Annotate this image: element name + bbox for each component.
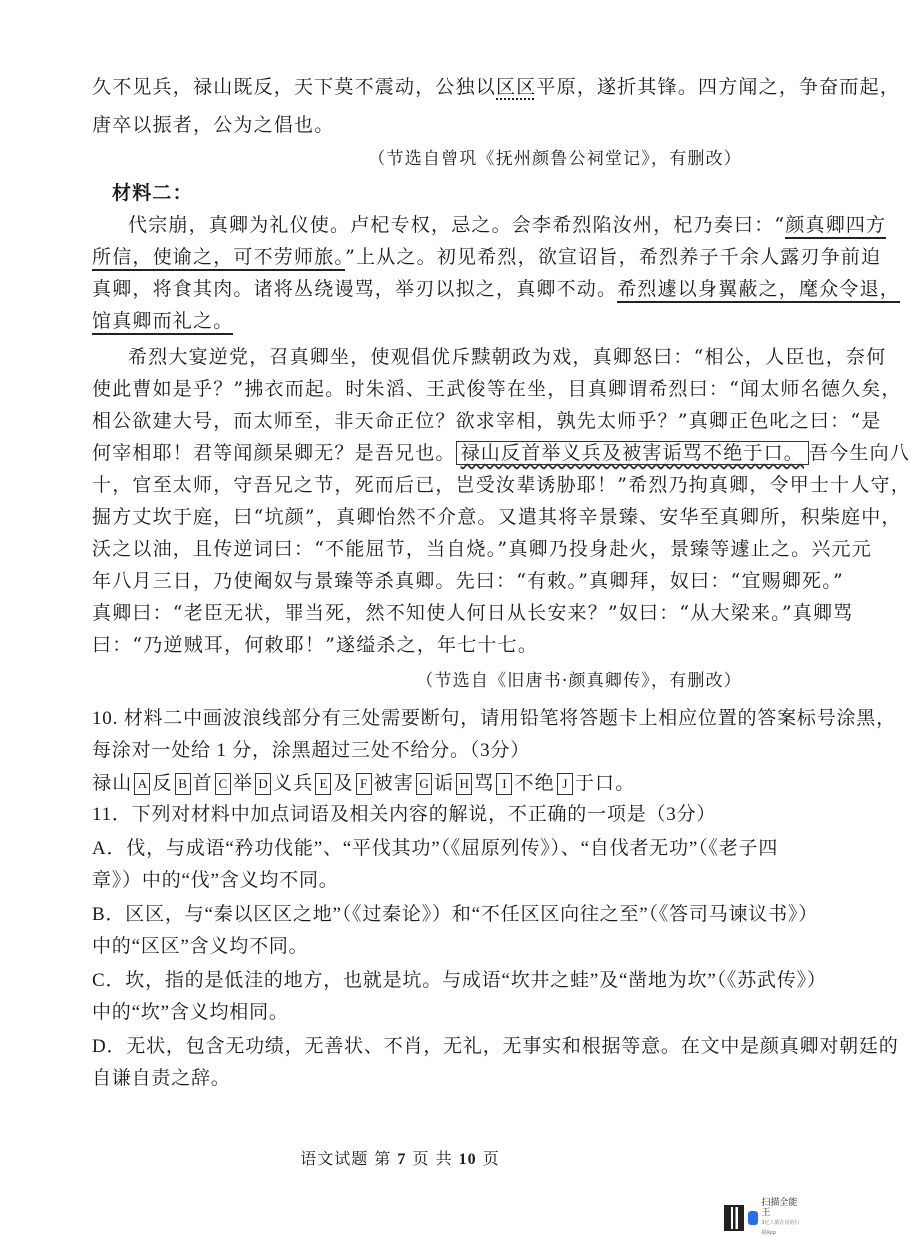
option-box-e[interactable]: E	[315, 773, 331, 795]
q11-option-b-line-2: 中的“区区”含义均不同。	[92, 936, 309, 957]
material1-line-1: 久不见兵，禄山既反，天下莫不震动，公独以区区平原，遂折其锋。四方闻之，争奋而起，	[92, 76, 901, 98]
material2-p2-line-2: 使此曹如是乎？”拂衣而起。时朱滔、王武俊等在坐，目真卿谓希烈曰：“闻太师名德久矣，	[92, 378, 902, 400]
option-box-a[interactable]: A	[134, 773, 150, 795]
material2-p2-line-6: 掘方丈坎于庭，曰“坑颜”，真卿怡然不介意。又遣其将辛景臻、安华至真卿所，积柴庭中，	[92, 506, 902, 528]
material2-p2-line-1: 希烈大宴逆党，召真卿坐，使观倡优斥黩朝政为戏，真卿怒曰：“相公，人臣也，奈何	[128, 346, 887, 368]
option-box-g[interactable]: G	[416, 773, 432, 795]
material2-p2-line-9: 真卿曰：“老臣无状，罪当死，然不知使人何日从长安来？”奴曰：“从大梁来。”真卿骂	[92, 602, 854, 624]
material2-p2-line-5: 十，官至太师，守吾兄之节，死而后已，岂受汝辈诱胁耶！”希烈乃拘真卿，令甲士十人守，	[92, 474, 911, 496]
material2-p2-line-7: 沃之以油，且传逆词曰：“不能屈节，当自烧。”真卿乃投身赴火，景臻等遽止之。兴元元	[92, 538, 872, 560]
option-box-i[interactable]: I	[496, 773, 512, 795]
q11-option-a-line-2: 章》）中的“伐”含义均不同。	[92, 870, 339, 891]
option-box-d[interactable]: D	[255, 773, 271, 795]
option-box-b[interactable]: B	[175, 773, 191, 795]
watermark-subtitle: 3亿人都在用的扫描App	[761, 1220, 800, 1236]
material2-p2-line-3: 相公欲建大号，而太师至，非天命正位？欲求宰相，孰先太师乎？”真卿正色叱之曰：“是	[92, 410, 882, 432]
q11-option-b-line-1: B．区区，与“秦以区区之地”（《过秦论》）和“不任区区向往之至”（《答司马谏议书》）	[92, 904, 819, 925]
option-box-j[interactable]: J	[557, 773, 573, 795]
q10-stem-line-1: 10. 材料二中画波浪线部分有三处需要断句，请用铅笔将答题卡上相应位置的答案标号涂黑，	[92, 708, 896, 729]
current-page-number: 7	[397, 1151, 407, 1168]
material1-source: （节选自曾巩《抚州颜鲁公祠堂记》，有删改）	[368, 149, 742, 169]
watermark-title: 扫描全能王	[761, 1198, 798, 1218]
q11-stem: 11．下列对材料中加点词语及相关内容的解说，不正确的一项是（3分）	[92, 804, 717, 825]
material2-p2-line-8: 年八月三日，乃使阉奴与景臻等杀真卿。先曰：“有敕。”真卿拜，奴曰：“宜赐卿死。”	[92, 570, 844, 592]
option-box-f[interactable]: F	[356, 773, 372, 795]
scanner-watermark	[724, 1198, 800, 1238]
q11-option-a-line-1: A．伐，与成语“矜功伐能”、“平伐其功”（《屈原列传》）、“自伐者无功”（《老子四	[92, 838, 779, 859]
q11-option-d-line-2: 自谦自责之辞。	[92, 1068, 231, 1089]
material2-p1-line-3: 真卿，将食其肉。诸将丛绕谩骂，举刃以拟之，真卿不动。希烈遽以身翼蔽之，麾众令退，	[92, 274, 752, 304]
material1-line-2: 唐卒以振者，公为之倡也。	[92, 114, 335, 136]
total-page-number: 10	[458, 1151, 477, 1168]
page-footer: 语文试题 第 7 页 共 10 页	[300, 1149, 500, 1168]
material2-source: （节选自《旧唐书·颜真卿传》，有删改）	[416, 671, 742, 691]
q11-option-c-line-1: C．坎，指的是低洼的地方，也就是坑。与成语“坎井之蛙”及“凿地为坎”（《苏武传》）	[92, 970, 827, 991]
material2-p2-line-10: 曰：“乃逆贼耳，何敕耶！”遂缢杀之，年七十七。	[92, 634, 539, 656]
material2-p1-line-1: 代宗崩，真卿为礼仪使。卢杞专权，忌之。会李希烈陷汝州，杞乃奏曰：“颜真卿四方	[128, 210, 788, 240]
option-box-h[interactable]: H	[456, 773, 472, 795]
option-box-c[interactable]: C	[215, 773, 231, 795]
material2-p2-line-4: 何宰相耶！君等闻颜杲卿无？是吾兄也。 禄山反首举义兵及被害诟骂不绝于口。 吾今生向八	[92, 442, 911, 464]
material2-heading: 材料二：	[112, 182, 193, 204]
material2-p1-line-2: 所信，使谕之，可不劳师旅。”上从之。初见希烈，欲宣诏旨，希烈养子千余人露刃争前迫	[92, 242, 752, 272]
wavy-underlined-sentence: 禄山反首举义兵及被害诟骂不绝于口。	[456, 441, 809, 465]
q10-answer-segments: 禄山 A 反 B 首 C 举 D 义兵 E 及 F 被害 G 诟 H 骂 I 不绝 J 于口。	[92, 772, 636, 794]
scanner-logo-icon	[748, 1211, 758, 1225]
qr-code-icon	[724, 1205, 744, 1231]
q10-stem-line-2: 每涂对一处给 1 分，涂黑超过三处不给分。（3分）	[92, 740, 531, 761]
material2-p1-line-4: 馆真卿而礼之。	[92, 306, 752, 336]
q11-option-c-line-2: 中的“坎”含义均相同。	[92, 1002, 289, 1023]
q11-option-d-line-1: D．无状，包含无功绩，无善状、不肖，无礼，无事实和根据等意。在文中是颜真卿对朝廷的	[92, 1036, 899, 1057]
